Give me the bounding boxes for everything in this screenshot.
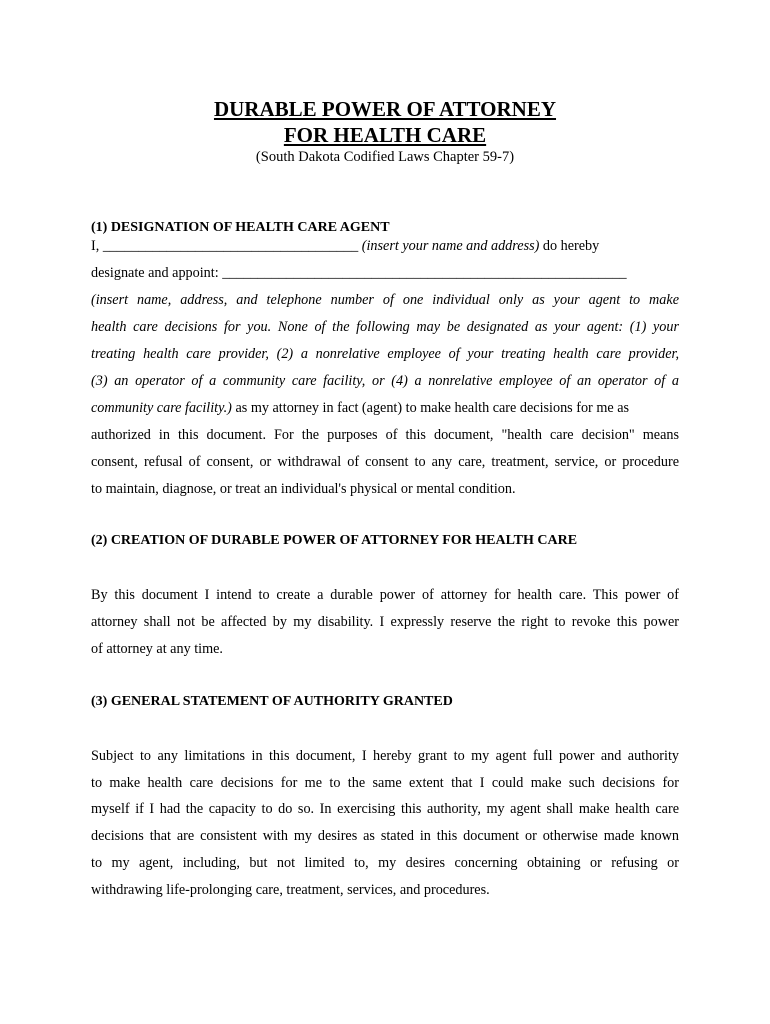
section-3-line-5: to my agent, including, but not limited to, my desires concerning obtaining or refusing or <box>91 855 679 871</box>
section-2-line-3: of attorney at any time. <box>91 641 223 657</box>
section-3-line-3: myself if I had the capacity to do so. In exercising this authority, my agent shall make health care <box>91 801 679 817</box>
section-3-line-6: withdrawing life-prolonging care, treatment, services, and procedures. <box>91 882 490 898</box>
section-1-line-2: designate and appoint: _________________________________________________________ <box>91 265 627 281</box>
section-1-line-7 <box>91 399 629 417</box>
section-1-line-1-instruction: (insert your name and address) <box>361 238 540 254</box>
section-1-line-9: consent, refusal of consent, or withdrawal of consent to any care, treatment, service, or procedure <box>91 454 679 470</box>
section-1-heading: (1) DESIGNATION OF HEALTH CARE AGENT <box>91 220 390 235</box>
section-2-line-2: attorney shall not be affected by my disability. I expressly reserve the right to revoke this power <box>91 614 679 630</box>
section-1-line-8: authorized in this document. For the purposes of this document, "health care decision" means <box>91 427 679 443</box>
section-3-line-2: to make health care decisions for me to the same extent that I could make such decisions for <box>91 775 679 791</box>
document-title-line-2: FOR HEALTH CARE <box>283 123 487 147</box>
section-1-line-10: to maintain, diagnose, or treat an individual's physical or mental condition. <box>91 481 516 497</box>
section-3-line-1: Subject to any limitations in this document, I hereby grant to my agent full power and authority <box>91 748 679 764</box>
section-3-heading: (3) GENERAL STATEMENT OF AUTHORITY GRANTED <box>91 694 453 709</box>
section-1-line-6: (3) an operator of a community care facility, or (4) a nonrelative employee of an operator of a <box>91 373 679 389</box>
section-1-line-7-text: as my attorney in fact (agent) to make health care decisions for me as <box>231 400 630 416</box>
document-subtitle: (South Dakota Codified Laws Chapter 59-7) <box>255 149 515 165</box>
section-1-line-4: health care decisions for you. None of the following may be designated as your agent: (1) your <box>91 319 679 335</box>
section-1-line-3: (insert name, address, and telephone number of one individual only as your agent to make <box>91 292 679 308</box>
section-2-heading: (2) CREATION OF DURABLE POWER OF ATTORNEY FOR HEALTH CARE <box>91 533 578 548</box>
section-3-line-4: decisions that are consistent with my desires as stated in this document or otherwise made known <box>91 828 679 844</box>
section-1-line-1-end: do hereby <box>539 238 600 254</box>
section-1-line-7-instruction: community care facility.) <box>91 400 232 416</box>
section-2-line-1: By this document I intend to create a durable power of attorney for health care. This power of <box>91 587 679 603</box>
section-1-line-1-start: I, ____________________________________ <box>91 238 362 254</box>
section-1-line-1 <box>91 237 599 255</box>
section-1-line-5: treating health care provider, (2) a nonrelative employee of your treating health care provider, <box>91 346 679 362</box>
document-title-line-1: DURABLE POWER OF ATTORNEY <box>213 97 557 121</box>
